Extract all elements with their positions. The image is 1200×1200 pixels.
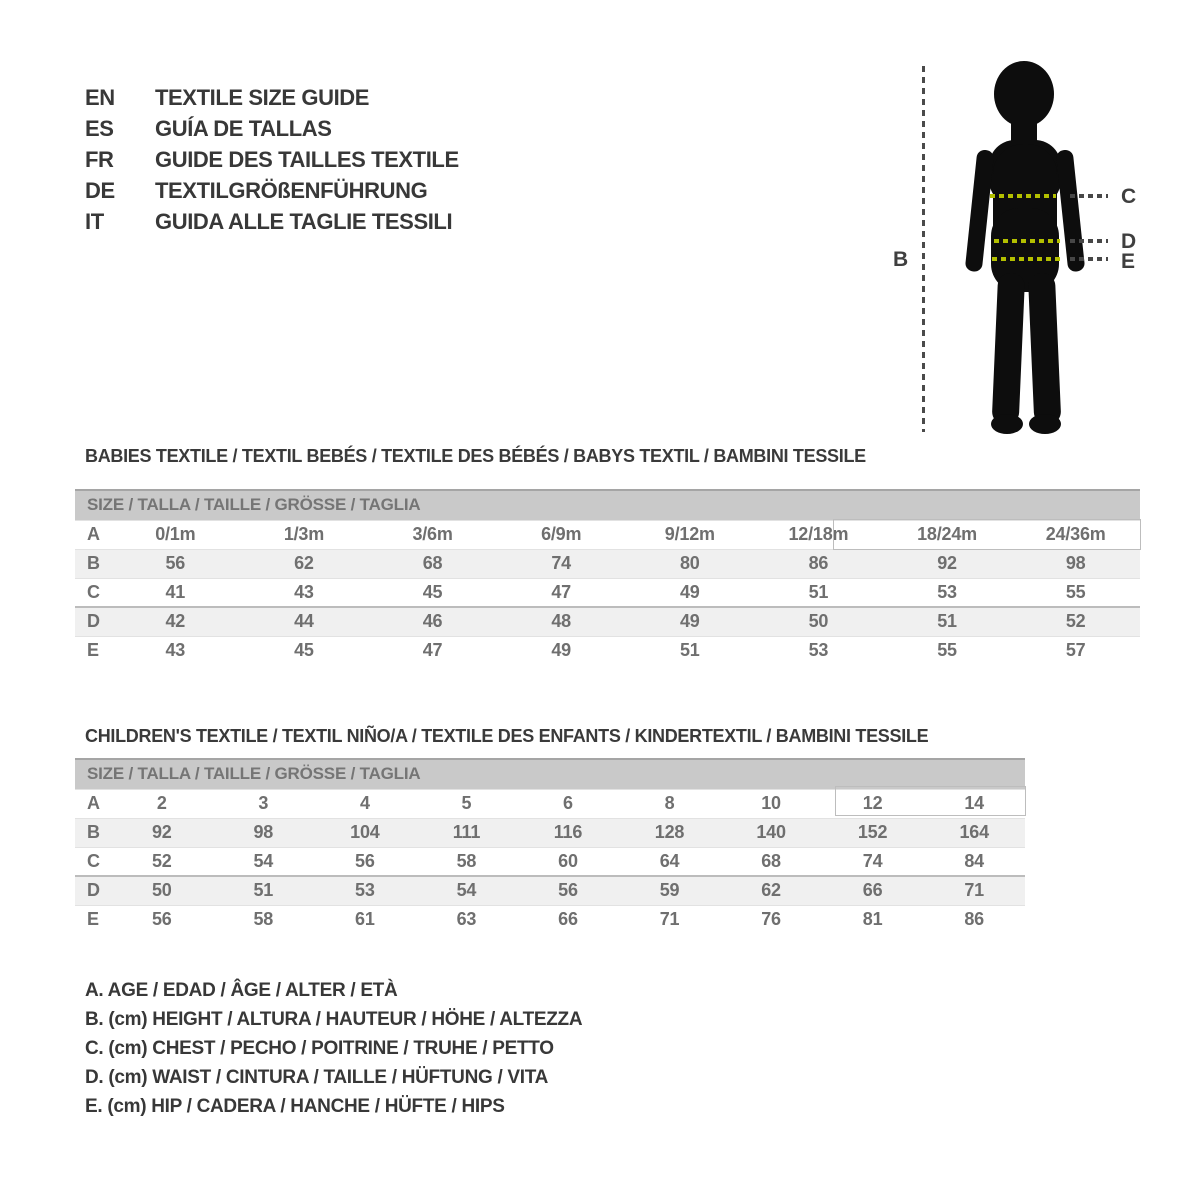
row-label: E	[87, 909, 100, 930]
size-value-cell: 51	[680, 640, 700, 661]
size-value-cell: 56	[558, 880, 578, 901]
children-size-table	[75, 758, 1025, 934]
table-row	[75, 905, 1025, 934]
height-label: B	[893, 248, 908, 271]
row-label: C	[87, 581, 100, 602]
language-code: DE	[85, 177, 115, 203]
row-label: B	[87, 553, 100, 573]
size-value-cell: 55	[1065, 581, 1086, 602]
size-value-cell: 58	[253, 909, 274, 930]
table-row	[75, 607, 1140, 636]
row-label: E	[87, 640, 100, 661]
size-value-cell: 50	[808, 611, 829, 632]
size-value-cell: 47	[551, 581, 571, 602]
size-value-cell: 152	[857, 822, 888, 842]
size-value-cell: 24/36m	[1045, 524, 1106, 544]
size-value-cell: 43	[294, 581, 314, 602]
size-value-cell: 46	[422, 611, 443, 632]
size-value-cell: 62	[294, 553, 314, 573]
language-list	[85, 82, 459, 237]
size-value-cell: 48	[551, 611, 571, 632]
size-value-cell: 68	[422, 553, 443, 573]
row-label: C	[87, 850, 100, 871]
babies-section-title: BABIES TEXTILE / TEXTIL BEBÉS / TEXTILE DES BÉBÉS / BABYS TEXTIL / BAMBINI TESSILE	[85, 446, 866, 466]
legend-line: D. (cm) WAIST / CINTURA / TAILLE / HÜFTUNG / VITA	[85, 1067, 549, 1088]
waist-measure-line	[994, 239, 1060, 243]
size-value-cell: 98	[253, 822, 274, 842]
language-title: TEXTILGRÖßENFÜHRUNG	[155, 177, 428, 203]
size-value-cell: 86	[808, 553, 829, 573]
language-title: GUÍA DE TALLAS	[155, 115, 332, 141]
size-value-cell: 81	[862, 909, 883, 930]
size-value-cell: 63	[456, 909, 477, 930]
size-value-cell: 92	[937, 553, 957, 573]
size-value-cell: 57	[1065, 640, 1086, 661]
size-value-cell: 3	[258, 793, 269, 813]
children-table-header: SIZE / TALLA / TAILLE / GRÖSSE / TAGLIA	[75, 759, 1025, 789]
size-value-cell: 12/18m	[788, 524, 849, 544]
measurement-figure	[860, 40, 1190, 460]
size-value-cell: 62	[761, 880, 781, 901]
size-value-cell: 49	[680, 581, 700, 602]
size-value-cell: 53	[937, 581, 957, 602]
language-title: TEXTILE SIZE GUIDE	[155, 84, 370, 110]
size-value-cell: 45	[294, 640, 314, 661]
legend-line: A. AGE / EDAD / ÂGE / ALTER / ETÀ	[85, 980, 398, 1001]
table-row	[75, 578, 1140, 607]
size-value-cell: 8	[664, 793, 675, 813]
row-label: B	[87, 822, 100, 842]
size-value-cell: 98	[1065, 553, 1086, 573]
size-value-cell: 71	[964, 880, 984, 901]
size-value-cell: 54	[456, 880, 477, 901]
hip-pointer-line	[1070, 257, 1108, 261]
language-row	[85, 206, 459, 237]
size-value-cell: 52	[151, 850, 172, 871]
size-value-cell: 60	[558, 850, 578, 871]
size-value-cell: 66	[862, 880, 883, 901]
size-value-cell: 92	[151, 822, 172, 842]
size-value-cell: 74	[862, 850, 883, 871]
size-value-cell: 41	[165, 581, 186, 602]
babies-table-header: SIZE / TALLA / TAILLE / GRÖSSE / TAGLIA	[75, 490, 1140, 520]
size-value-cell: 61	[355, 909, 375, 930]
size-value-cell: 0/1m	[155, 524, 196, 544]
row-label: A	[87, 524, 100, 544]
language-code: ES	[85, 115, 114, 141]
table-row	[75, 876, 1025, 905]
child-silhouette-icon	[955, 58, 1095, 438]
size-value-cell: 58	[456, 850, 477, 871]
size-value-cell: 128	[654, 822, 685, 842]
language-row	[85, 144, 459, 175]
measurement-legend	[85, 976, 582, 1121]
size-value-cell: 18/24m	[917, 524, 977, 544]
size-value-cell: 51	[253, 880, 274, 901]
size-value-cell: 49	[551, 640, 571, 661]
size-value-cell: 56	[151, 909, 172, 930]
language-title: GUIDA ALLE TAGLIE TESSILI	[155, 208, 453, 234]
size-value-cell: 49	[680, 611, 700, 632]
chest-label: C	[1121, 185, 1136, 208]
size-value-cell: 45	[422, 581, 443, 602]
size-value-cell: 50	[151, 880, 172, 901]
language-code: IT	[85, 208, 104, 234]
size-value-cell: 53	[808, 640, 829, 661]
babies-size-table	[75, 489, 1140, 665]
size-value-cell: 74	[551, 553, 571, 573]
chest-pointer-line	[1070, 194, 1108, 198]
children-selected-size-box	[835, 786, 1026, 816]
size-value-cell: 44	[294, 611, 314, 632]
waist-label: D	[1121, 230, 1136, 253]
size-value-cell: 164	[959, 822, 989, 842]
size-value-cell: 47	[422, 640, 443, 661]
size-value-cell: 104	[350, 822, 380, 842]
size-value-cell: 55	[937, 640, 957, 661]
size-value-cell: 71	[659, 909, 680, 930]
children-section-title: CHILDREN'S TEXTILE / TEXTIL NIÑO/A / TEXTILE DES ENFANTS / KINDERTEXTIL / BAMBINI TESSILE	[85, 726, 929, 746]
row-label: D	[87, 880, 100, 901]
language-code: EN	[85, 84, 115, 110]
babies-selected-size-box	[833, 519, 1141, 550]
size-value-cell: 12	[862, 793, 883, 813]
size-value-cell: 5	[461, 793, 472, 813]
hip-measure-line	[992, 257, 1060, 261]
language-title: GUIDE DES TAILLES TEXTILE	[155, 146, 459, 172]
language-row	[85, 82, 459, 113]
height-measure-line	[922, 66, 925, 432]
size-value-cell: 51	[808, 581, 829, 602]
size-value-cell: 14	[964, 793, 984, 813]
size-value-cell: 10	[761, 793, 781, 813]
chest-measure-line	[990, 194, 1056, 198]
language-code: FR	[85, 146, 114, 172]
size-value-cell: 84	[964, 850, 984, 871]
size-value-cell: 9/12m	[664, 524, 715, 544]
language-row	[85, 113, 459, 144]
size-value-cell: 43	[165, 640, 186, 661]
table-row	[75, 847, 1025, 876]
size-value-cell: 86	[964, 909, 984, 930]
legend-line: E. (cm) HIP / CADERA / HANCHE / HÜFTE / HIPS	[85, 1096, 505, 1117]
size-value-cell: 42	[165, 611, 186, 632]
size-value-cell: 140	[756, 822, 786, 842]
size-value-cell: 52	[1065, 611, 1086, 632]
size-value-cell: 1/3m	[283, 524, 325, 544]
size-value-cell: 111	[452, 822, 481, 842]
legend-line: B. (cm) HEIGHT / ALTURA / HAUTEUR / HÖHE / ALTEZZA	[85, 1009, 583, 1030]
size-value-cell: 116	[553, 822, 583, 842]
size-value-cell: 59	[659, 880, 680, 901]
language-row	[85, 175, 459, 206]
size-value-cell: 6	[563, 793, 573, 813]
waist-pointer-line	[1070, 239, 1108, 243]
size-value-cell: 54	[253, 850, 274, 871]
size-value-cell: 53	[355, 880, 375, 901]
size-value-cell: 51	[937, 611, 957, 632]
table-row	[75, 549, 1140, 578]
size-value-cell: 56	[165, 553, 186, 573]
size-value-cell: 6/9m	[541, 524, 582, 544]
size-value-cell: 68	[761, 850, 781, 871]
size-value-cell: 66	[558, 909, 578, 930]
row-label: A	[87, 793, 100, 813]
size-value-cell: 64	[659, 850, 680, 871]
hip-label: E	[1121, 250, 1135, 273]
size-value-cell: 4	[359, 793, 370, 813]
size-value-cell: 56	[355, 850, 375, 871]
table-row	[75, 636, 1140, 665]
size-value-cell: 3/6m	[412, 524, 453, 544]
row-label: D	[87, 611, 100, 632]
size-value-cell: 80	[680, 553, 700, 573]
legend-line: C. (cm) CHEST / PECHO / POITRINE / TRUHE / PETTO	[85, 1038, 554, 1059]
table-row	[75, 818, 1025, 847]
size-value-cell: 76	[761, 909, 781, 930]
size-value-cell: 2	[156, 793, 167, 813]
